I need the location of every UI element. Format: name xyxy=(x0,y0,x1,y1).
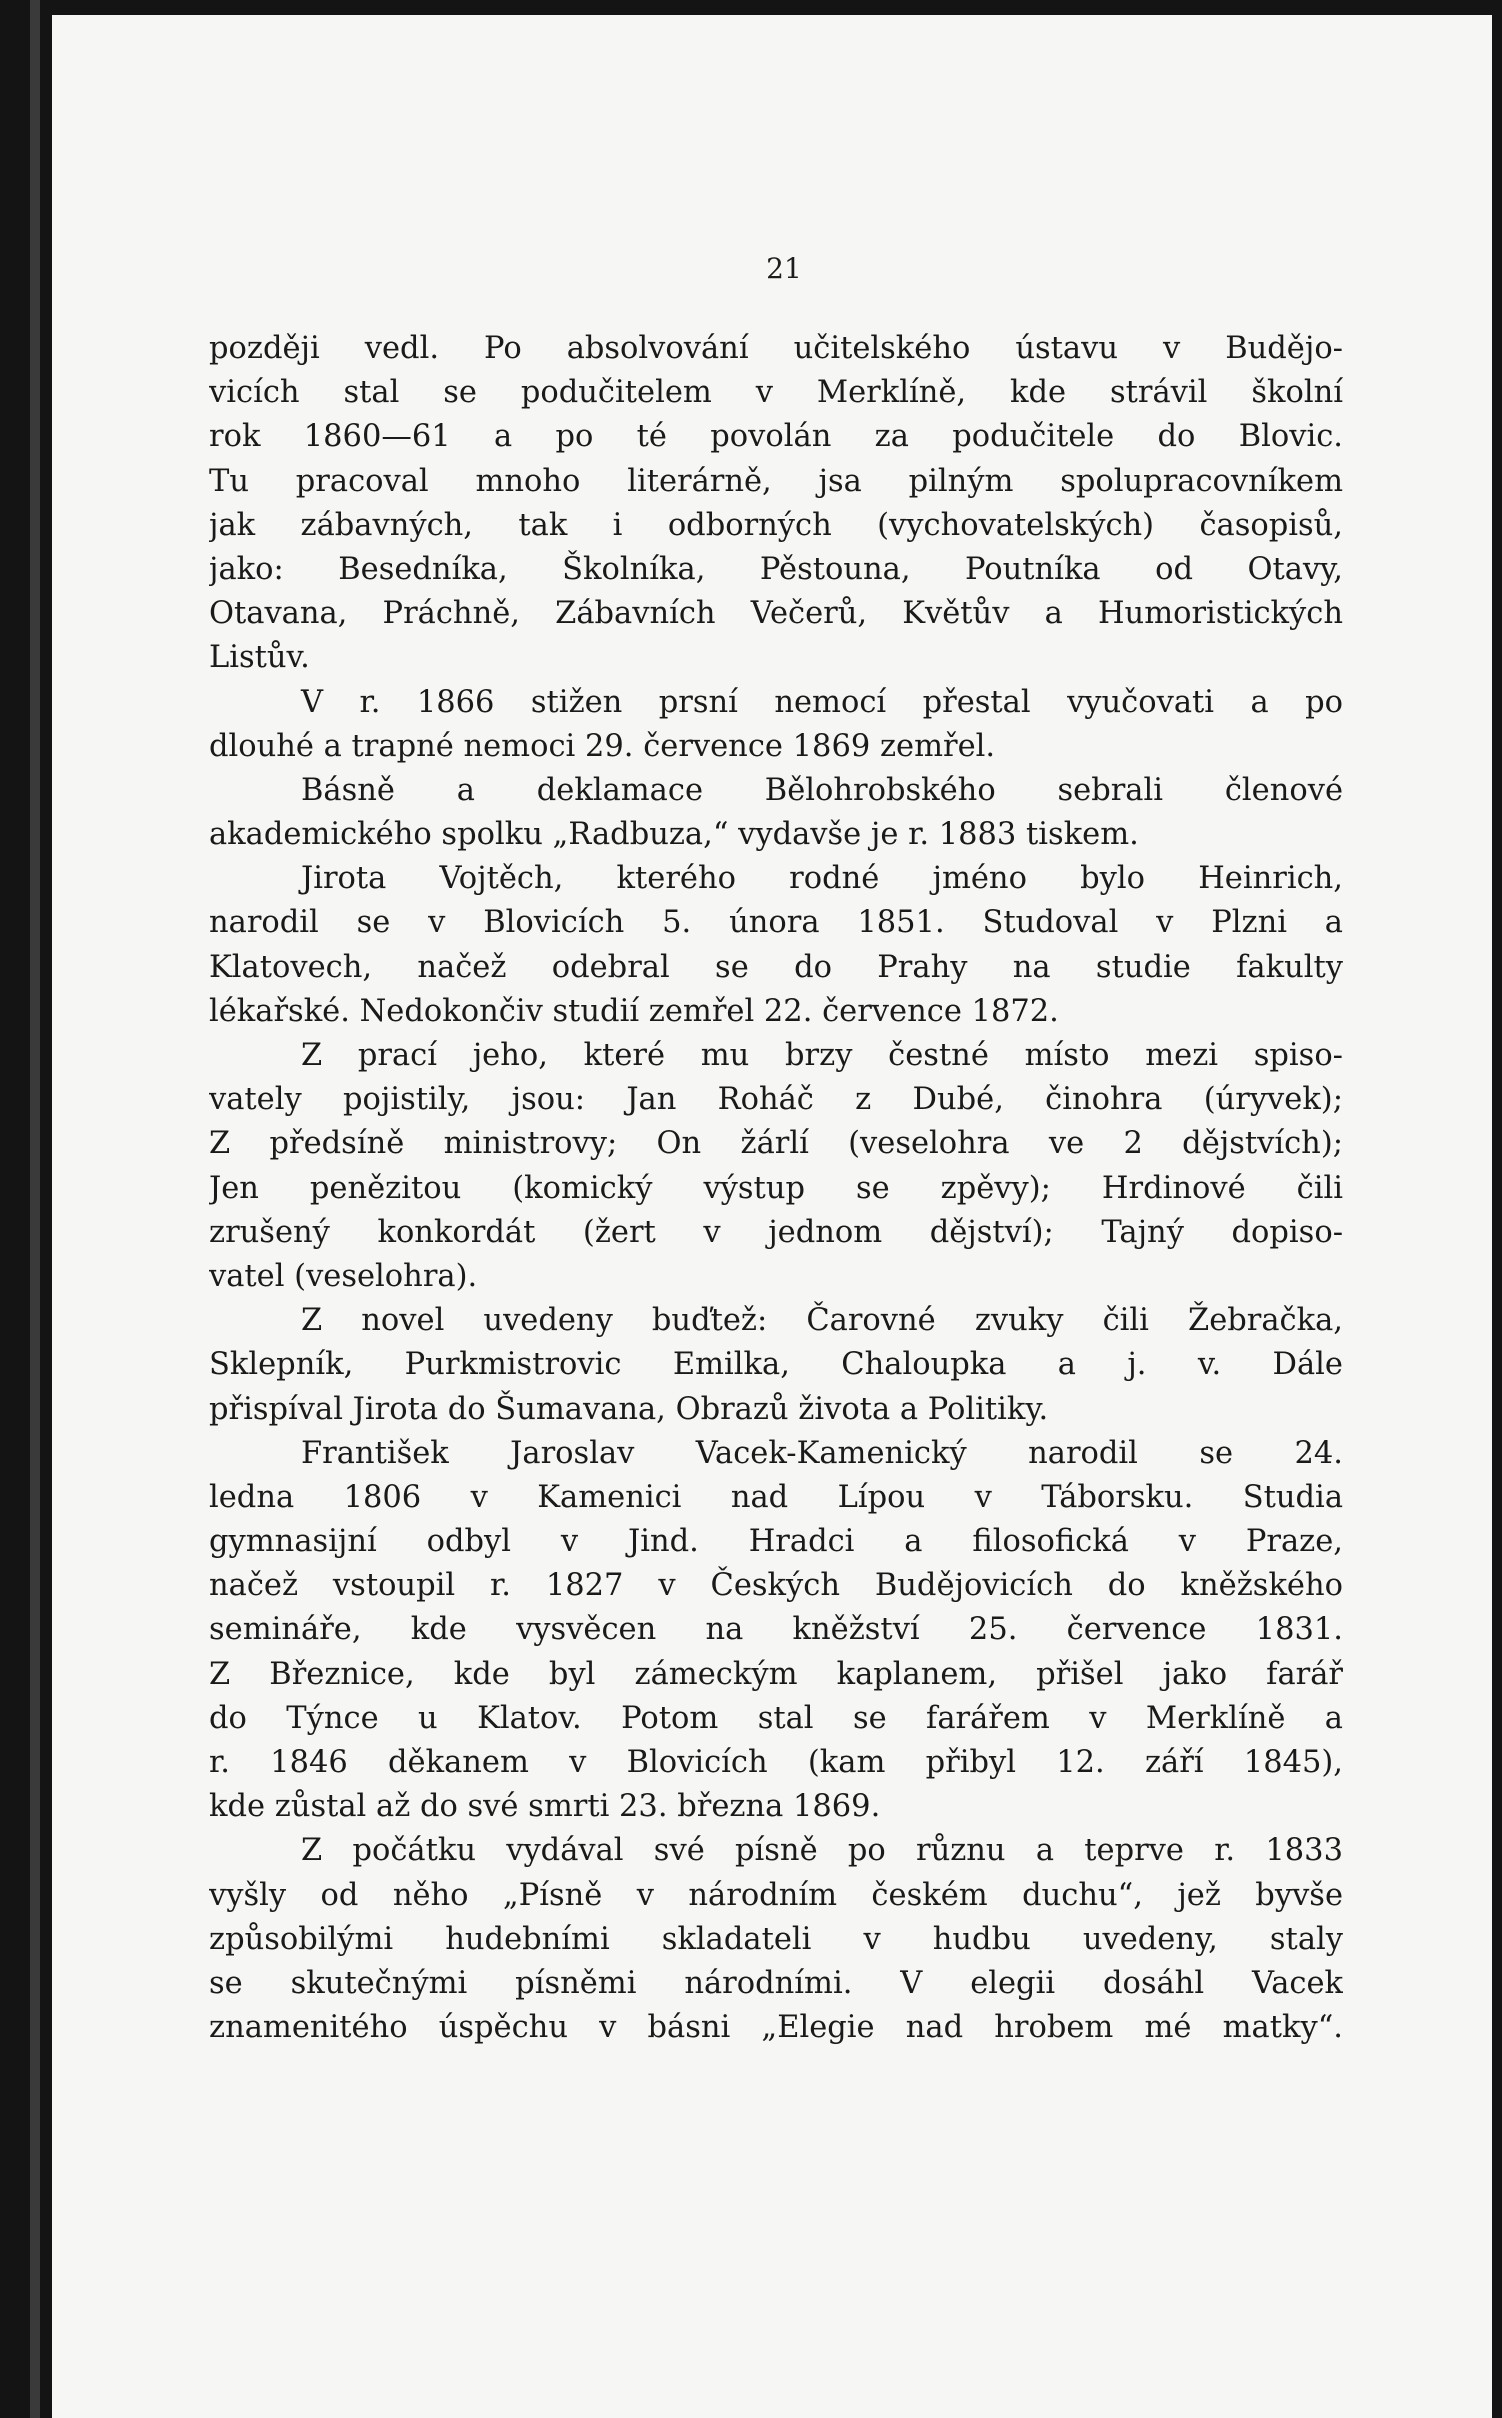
text-line: V r. 1866 stižen prsní nemocí přestal vyučovati a po xyxy=(301,684,1343,720)
text-line: vately pojistily, jsou: Jan Roháč z Dubé, činohra (úryvek); xyxy=(209,1082,1343,1118)
text-line: načež vstoupil r. 1827 v Českých Budějovicích do kněžského xyxy=(209,1568,1343,1604)
text-line: znamenitého úspěchu v básni „Elegie nad hrobem mé matky“. xyxy=(209,2010,1343,2046)
text-line: Z novel uvedeny buďtež: Čarovné zvuky čili Žebračka, xyxy=(301,1303,1343,1339)
text-line: gymnasijní odbyl v Jind. Hradci a filosofická v Praze, xyxy=(209,1524,1343,1560)
text-line: Z prací jeho, které mu brzy čestné místo mezi spiso- xyxy=(301,1038,1343,1073)
text-line: Jirota Vojtěch, kterého rodné jméno bylo Heinrich, xyxy=(301,861,1343,897)
text-line: kde zůstal až do své smrti 23. března 1869. xyxy=(209,1789,881,1825)
text-line: r. 1846 děkanem v Blovicích (kam přibyl 12. září 1845), xyxy=(209,1745,1343,1780)
book-page xyxy=(52,15,1492,2418)
text-line: způsobilými hudebními skladateli v hudbu uvedeny, staly xyxy=(209,1921,1343,1957)
text-line: lékařské. Nedokončiv studií zemřel 22. července 1872. xyxy=(209,993,1059,1029)
body-text xyxy=(209,327,1343,2050)
text-line: Básně a deklamace Bělohrobského sebrali členové xyxy=(301,772,1343,808)
text-line: vatel (veselohra). xyxy=(209,1258,478,1294)
text-line: zrušený konkordát (žert v jednom dějství); Tajný dopiso- xyxy=(209,1214,1343,1250)
text-line: do Týnce u Klatov. Potom stal se farářem v Merklíně a xyxy=(209,1700,1343,1736)
text-line: rok 1860—61 a po té povolán za podučitele do Blovic. xyxy=(209,419,1343,455)
text-line: Tu pracoval mnoho literárně, jsa pilným spolupracovníkem xyxy=(209,463,1343,499)
text-line: akademického spolku „Radbuza,“ vydavše je r. 1883 tiskem. xyxy=(209,817,1139,853)
text-line: semináře, kde vysvěcen na kněžství 25. července 1831. xyxy=(209,1612,1343,1648)
text-line: Listův. xyxy=(209,640,310,676)
text-line: František Jaroslav Vacek-Kamenický narodil se 24. xyxy=(301,1435,1343,1471)
text-line: později vedl. Po absolvování učitelského ústavu v Budějo- xyxy=(209,331,1343,366)
text-line: Z Březnice, kde byl zámeckým kaplanem, přišel jako farář xyxy=(209,1656,1343,1692)
text-line: Jen penězitou (komický výstup se zpěvy); Hrdinové čili xyxy=(209,1170,1343,1206)
text-line: narodil se v Blovicích 5. února 1851. Studoval v Plzni a xyxy=(209,905,1343,941)
text-line: se skutečnými písněmi národními. V elegii dosáhl Vacek xyxy=(209,1965,1343,2001)
text-line: Z předsíně ministrovy; On žárlí (veselohra ve 2 dějstvích); xyxy=(209,1126,1343,1162)
text-line: dlouhé a trapné nemoci 29. července 1869 zemřel. xyxy=(209,728,996,764)
text-line: ledna 1806 v Kamenici nad Lípou v Táborsku. Studia xyxy=(209,1479,1343,1515)
text-line: vyšly od něho „Písně v národním českém duchu“, jež byvše xyxy=(209,1877,1343,1913)
text-line: Sklepník, Purkmistrovic Emilka, Chaloupka a j. v. Dále xyxy=(209,1347,1343,1383)
text-line: jak zábavných, tak i odborných (vychovatelských) časopisů, xyxy=(209,507,1343,543)
text-line: Otavana, Práchně, Zábavních Večerů, Květův a Humoristických xyxy=(209,596,1343,632)
page-number: 21 xyxy=(766,252,802,285)
text-line: jako: Besedníka, Školníka, Pěstouna, Poutníka od Otavy, xyxy=(209,551,1343,587)
text-line: vicích stal se podučitelem v Merklíně, kde strávil školní xyxy=(209,375,1343,411)
text-line: Z počátku vydával své písně po různu a teprve r. 1833 xyxy=(301,1833,1343,1869)
text-line: Klatovech, načež odebral se do Prahy na studie fakulty xyxy=(209,949,1343,985)
text-line: přispíval Jirota do Šumavana, Obrazů života a Politiky. xyxy=(209,1391,1049,1427)
